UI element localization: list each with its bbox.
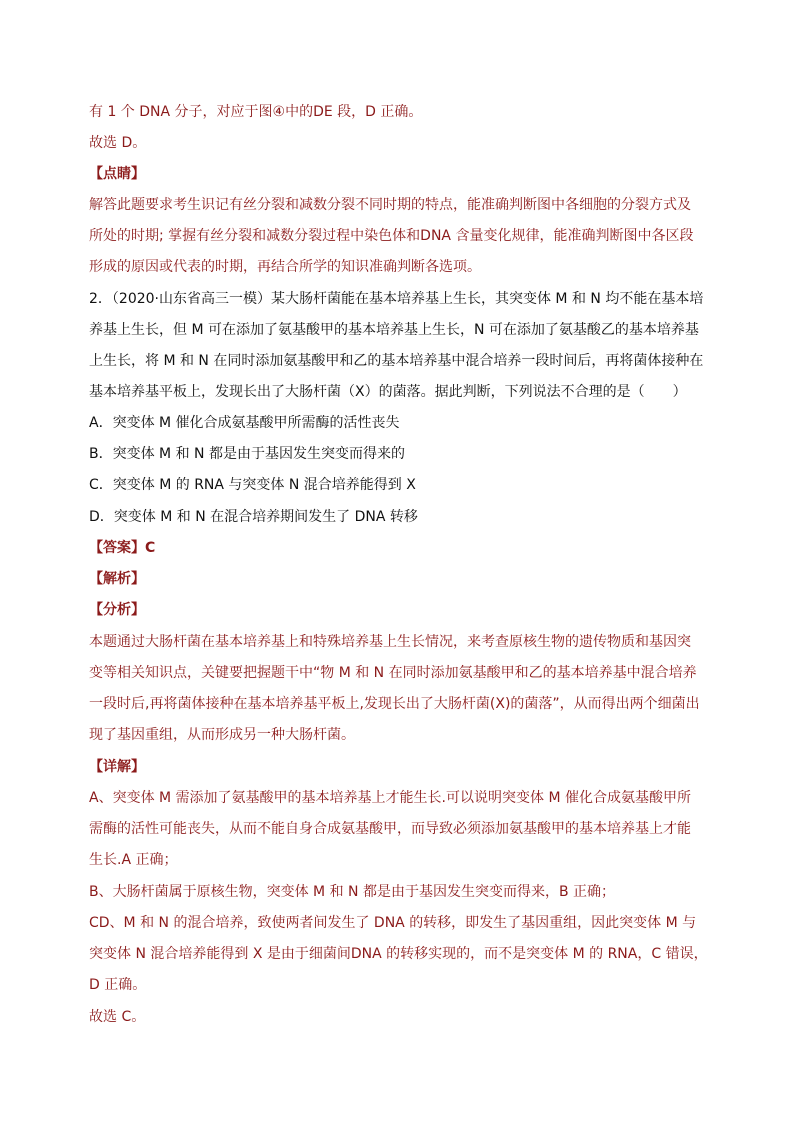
text-line: B、大肠杆菌属于原核生物，突变体 M 和 N 都是由于基因发生突变而得来，B 正确； bbox=[89, 884, 616, 900]
option-d: D．突变体 M 和 N 在混合培养期间发生了 DNA 转移 bbox=[89, 509, 418, 525]
text-line: 需酶的活性可能丧失，从而不能自身合成氨基酸甲，而导致必须添加氨基酸甲的基本培养基上才能 bbox=[89, 821, 691, 837]
text-line: 形成的原因或代表的时期，再结合所学的知识准确判断各选项。 bbox=[89, 259, 481, 275]
text-line: A、突变体 M 需添加了氨基酸甲的基本培养基上才能生长.可以说明突变体 M 催化合成氨基酸甲所 bbox=[89, 790, 691, 806]
text-line: 有 1 个 DNA 分子，对应于图④中的DE 段，D 正确。 bbox=[89, 104, 423, 120]
option-b: B．突变体 M 和 N 都是由于基因发生突变而得来的 bbox=[89, 446, 405, 462]
text-line: D 正确。 bbox=[89, 977, 147, 993]
option-a: A．突变体 M 催化合成氨基酸甲所需酶的活性丧失 bbox=[89, 415, 400, 431]
text-line: 突变体 N 混合培养能得到 X 是由于细菌间DNA 的转移实现的，而不是突变体 M 的 RNA，C 错误， bbox=[89, 946, 708, 962]
text-line: 解答此题要求考生识记有丝分裂和减数分裂不同时期的特点，能准确判断图中各细胞的分裂方式及 bbox=[89, 197, 691, 213]
text-line: 本题通过大肠杆菌在基本培养基上和特殊培养基上生长情况，来考查原核生物的遗传物质和基因突 bbox=[89, 634, 691, 650]
question-stem: 养基上生长，但 M 可在添加了氨基酸甲的基本培养基上生长，N 可在添加了氨基酸乙的基本培养基 bbox=[89, 322, 699, 338]
section-tag-xiangjie: 【详解】 bbox=[89, 759, 145, 775]
text-line: 故选 C。 bbox=[89, 1009, 146, 1025]
question-stem: 2．（2020·山东省高三一模）某大肠杆菌能在基本培养基上生长，其突变体 M 和 N 均不能在基本培 bbox=[89, 291, 704, 307]
text-line: 变等相关知识点，关键要把握题干中“物 M 和 N 在同时添加氨基酸甲和乙的基本培养基中混合培养 bbox=[89, 665, 697, 681]
question-stem: 上生长，将 M 和 N 在同时添加氨基酸甲和乙的基本培养基中混合培养一段时间后，再将菌体接种在 bbox=[89, 353, 704, 369]
text-line: CD、M 和 N 的混合培养，致使两者间发生了 DNA 的转移，即发生了基因重组，因此突变体 M 与 bbox=[89, 915, 697, 931]
text-line: 一段时后,再将菌体接种在基本培养基平板上,发现长出了大肠杆菌(X)的菌落”，从而得出两个细菌出 bbox=[89, 696, 700, 712]
section-tag-dianjing: 【点睛】 bbox=[89, 166, 145, 182]
section-tag-jiexi: 【解析】 bbox=[89, 571, 145, 587]
section-tag-answer: 【答案】C bbox=[89, 540, 156, 556]
text-line: 生长.A 正确； bbox=[89, 852, 178, 868]
text-line: 现了基因重组，从而形成另一种大肠杆菌。 bbox=[89, 727, 355, 743]
question-stem: 基本培养基平板上，发现长出了大肠杆菌（X）的菌落。据此判断，下列说法不合理的是（ ） bbox=[89, 384, 687, 400]
option-c: C．突变体 M 的 RNA 与突变体 N 混合培养能得到 X bbox=[89, 477, 416, 493]
text-line: 所处的时期; 掌握有丝分裂和减数分裂过程中染色体和DNA 含量变化规律，能准确判断图中各区段 bbox=[89, 228, 694, 244]
text-line: 故选 D。 bbox=[89, 135, 147, 151]
section-tag-fenxi: 【分析】 bbox=[89, 602, 145, 618]
